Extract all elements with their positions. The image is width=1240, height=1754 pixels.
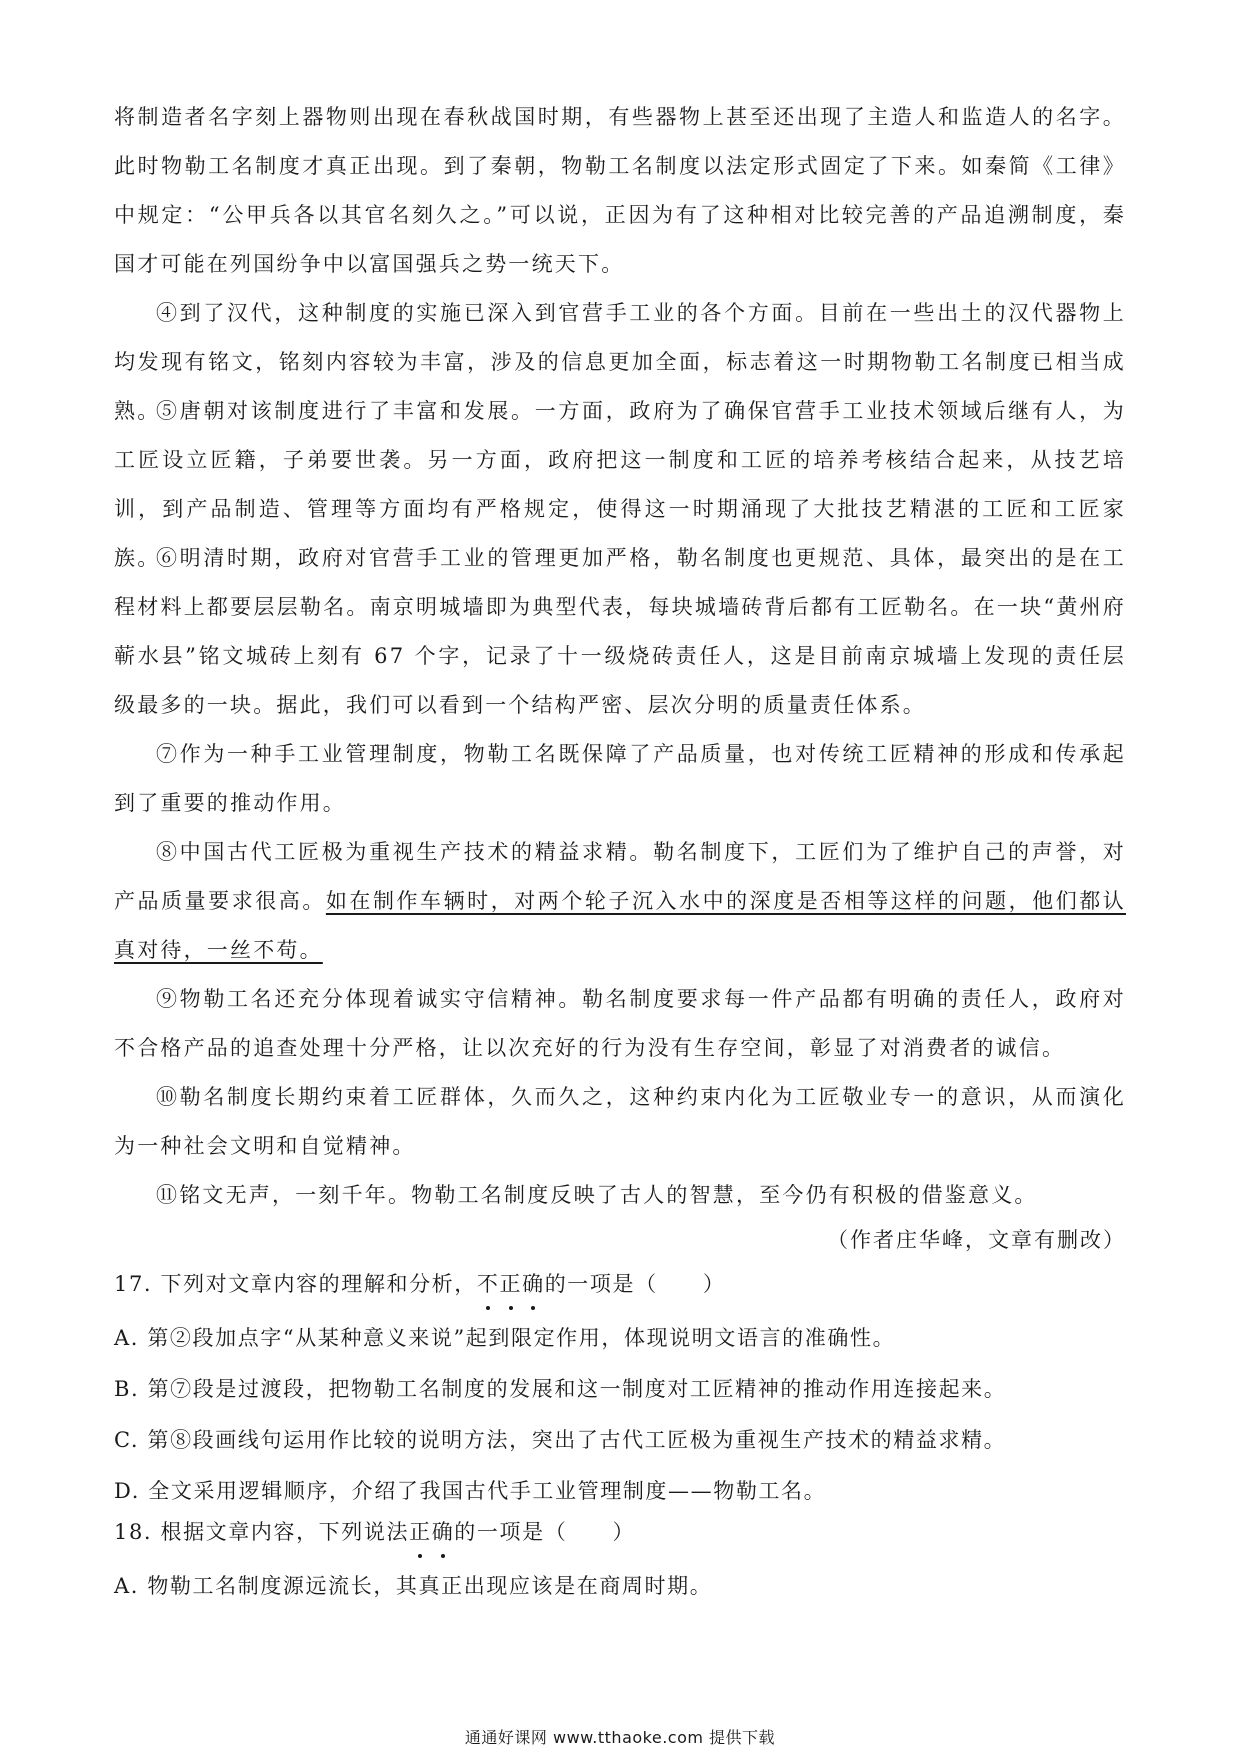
passage-paragraph-4: ④到了汉代，这种制度的实施已深入到官营手工业的各个方面。目前在一些出土的汉代器物上均发现有铭文，铭刻内容较为丰富，涉及的信息更加全面，标志着这一时期物勒工名制度已相当成熟。 <box>114 301 1126 423</box>
passage-paragraph-6: ⑥明清时期，政府对官营手工业的管理更加严格，勒名制度也更规范、具体，最突出的是在工程材料上都要层层勒名。南京明城墙即为典型代表，每块城墙砖背后都有工匠勒名。在一块“黄州府蕲水县”铭文城砖上刻有 67 个字，记录了十一级烧砖责任人，这是目前南京城墙上发现的责任层级最多的一块。据此，我们可以看到一个结构严密、层次分明的质量责任体系。 <box>114 546 1126 717</box>
question-18-option-a: A. 物勒工名制度源远流长，其真正出现应该是在商周时期。 <box>114 1574 713 1598</box>
emphasis-dot-char: 不 <box>477 1264 500 1304</box>
passage-paragraph-3-continued: 将制造者名字刻上器物则出现在春秋战国时期，有些器物上甚至还出现了主造人和监造人的名字。此时物勒工名制度才真正出现。到了秦朝，物勒工名制度以法定形式固定了下来。如秦简《工律》中规定：“公甲兵各以其官名刻久之。”可以说，正因为有了这种相对比较完善的产品追溯制度，秦国才可能在列国纷争中以富国强兵之势一统天下。 <box>114 105 1126 276</box>
question-17-option-d: D. 全文采用逻辑顺序，介绍了我国古代手工业管理制度——物勒工名。 <box>114 1479 827 1503</box>
emphasis-dot-char: 正 <box>409 1512 432 1552</box>
passage-paragraph-8 <box>114 828 1126 975</box>
question-17-option-c: C. 第⑧段画线句运用作比较的说明方法，突出了古代工匠极为重视生产技术的精益求精。 <box>114 1428 1007 1452</box>
underlined-sentence: 如在制作车辆时，对两个轮子沉入水中的深度是否相等这样的问题，他们都认真对待，一丝不苟。 <box>114 889 1126 962</box>
passage-paragraph-7: ⑦作为一种手工业管理制度，物勒工名既保障了产品质量，也对传统工匠精神的形成和传承起到了重要的推动作用。 <box>114 742 1126 815</box>
emphasis-dot-char: 确 <box>432 1512 455 1552</box>
emphasis-dot-char: 正 <box>499 1264 522 1304</box>
question-18-stem <box>114 1512 635 1552</box>
footer-watermark: 通通好课网 www.tthaoke.com 提供下载 <box>464 1728 776 1747</box>
passage-paragraph-9: ⑨物勒工名还充分体现着诚实守信精神。勒名制度要求每一件产品都有明确的责任人，政府对不合格产品的追查处理十分严格，让以次充好的行为没有生存空间，彰显了对消费者的诚信。 <box>114 987 1126 1060</box>
q17-stem-before: 17. 下列对文章内容的理解和分析， <box>114 1272 477 1296</box>
question-17-option-a: A. 第②段加点字“从某种意义来说”起到限定作用，体现说明文语言的准确性。 <box>114 1326 896 1350</box>
q18-stem-before: 18. 根据文章内容，下列说法 <box>114 1520 410 1544</box>
emphasis-dot-char: 确 <box>522 1264 545 1304</box>
question-17-stem <box>114 1264 726 1304</box>
passage-paragraph-5: ⑤唐朝对该制度进行了丰富和发展。一方面，政府为了确保官营手工业技术领域后继有人，为工匠设立匠籍，子弟要世袭。另一方面，政府把这一制度和工匠的培养考核结合起来，从技艺培训，到产品制造、管理等方面均有严格规定，使得这一时期涌现了大批技艺精湛的工匠和工匠家族。 <box>114 399 1126 570</box>
question-17-option-b: B. 第⑦段是过渡段，把物勒工名制度的发展和这一制度对工匠精神的推动作用连接起来。 <box>114 1377 1007 1401</box>
author-note: （作者庄华峰，文章有删改） <box>827 1228 1126 1252</box>
paragraph-8-text: ⑧中国古代工匠极为重视生产技术的精益求精。勒名制度下，工匠们为了维护自己的声誉，对产品质量要求很高。 <box>114 840 1126 913</box>
q17-stem-after: 的一项是（ ） <box>544 1272 726 1296</box>
passage-paragraph-11: ⑪铭文无声，一刻千年。物勒工名制度反映了古人的智慧，至今仍有积极的借鉴意义。 <box>156 1183 1038 1207</box>
passage-paragraph-10: ⑩勒名制度长期约束着工匠群体，久而久之，这种约束内化为工匠敬业专一的意识，从而演化为一种社会文明和自觉精神。 <box>114 1085 1126 1158</box>
q18-stem-after: 的一项是（ ） <box>454 1520 636 1544</box>
